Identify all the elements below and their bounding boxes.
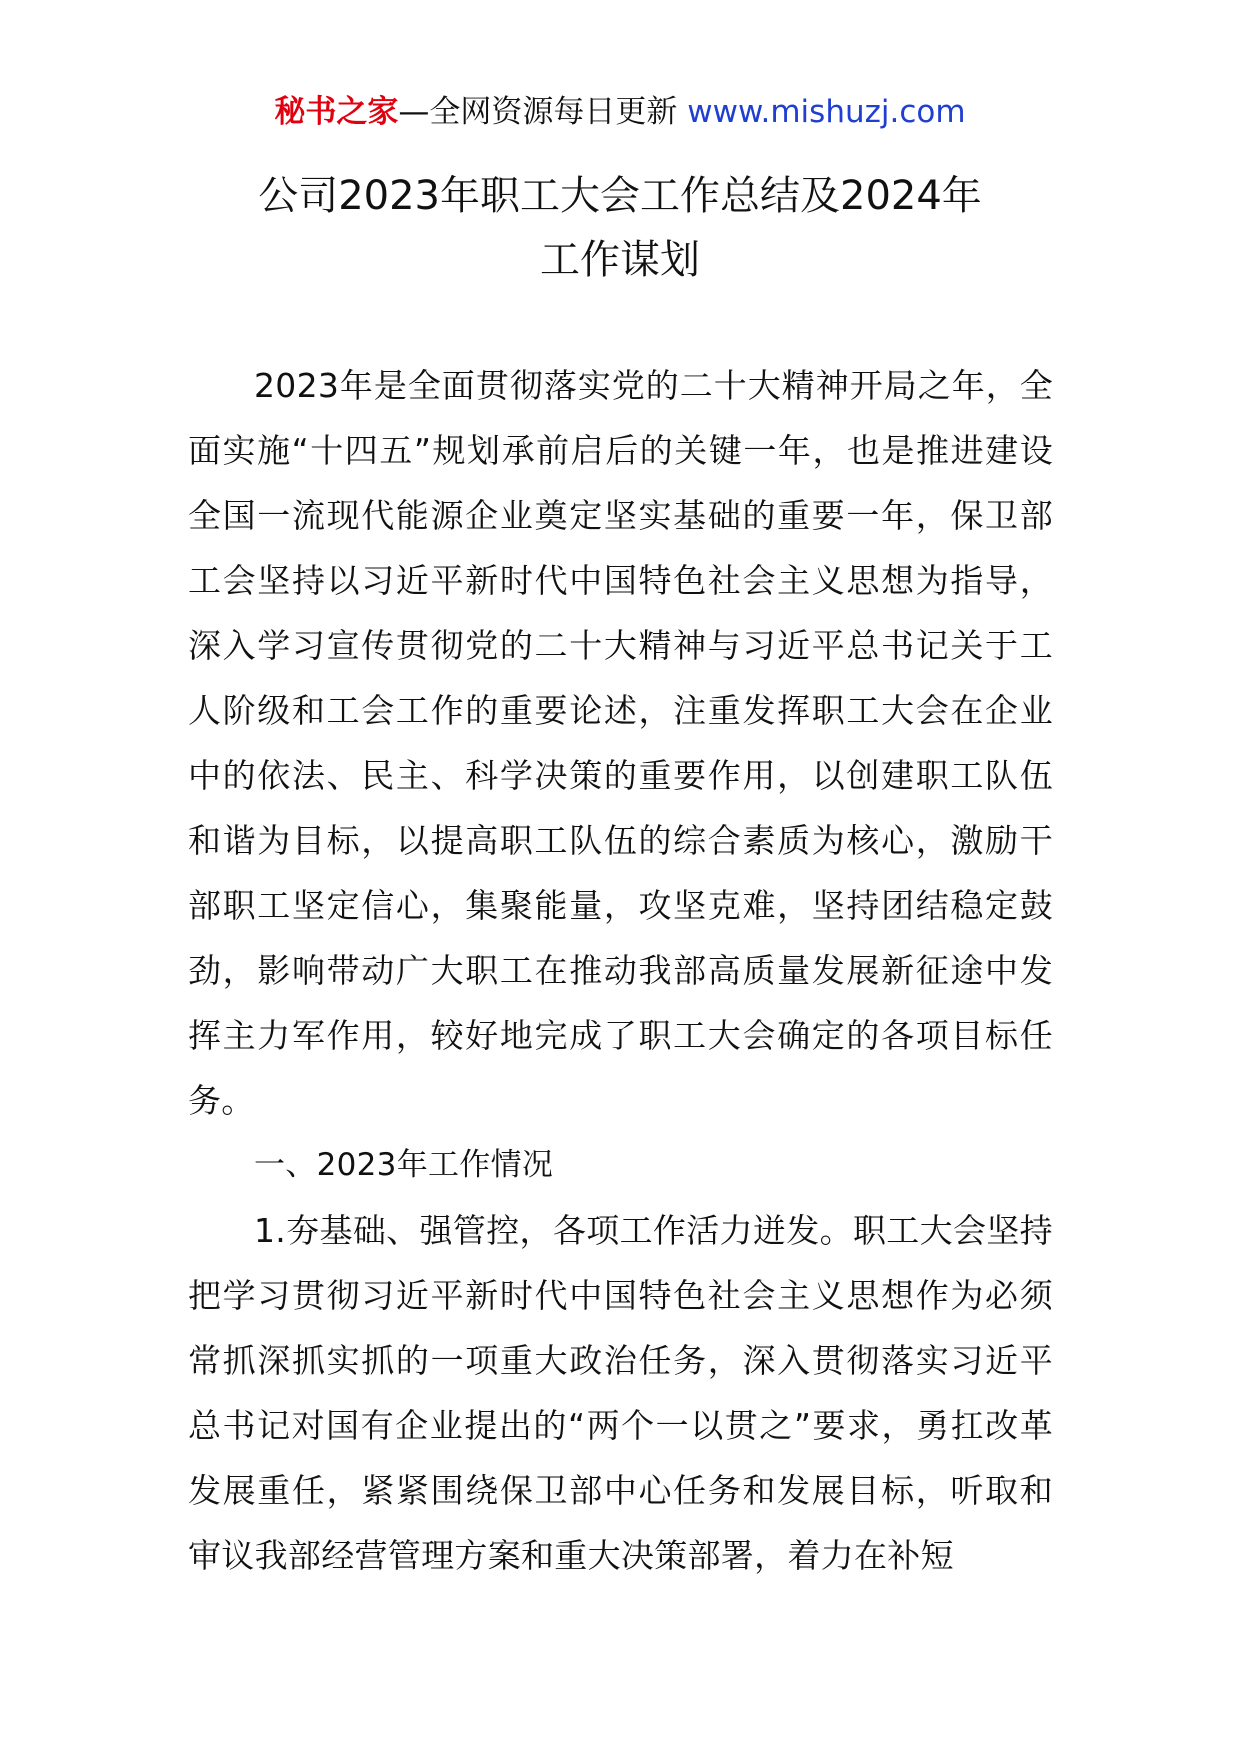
banner-url-link[interactable]: www.mishuzj.com	[687, 94, 966, 130]
intro-paragraph: 2023年是全面贯彻落实党的二十大精神开局之年，全面实施“十四五”规划承前启后的关键一年，也是推进建设全国一流现代能源企业奠定坚实基础的重要一年，保卫部工会坚持以习近平新时代中国特色社会主义思想为指导，深入学习宣传贯彻党的二十大精神与习近平总书记关于工人阶级和工会工作的重要论述，注重发挥职工大会在企业中的依法、民主、科学决策的重要作用，以创建职工队伍和谐为目标，以提高职工队伍的综合素质为核心，激励干部职工坚定信心，集聚能量，攻坚克难，坚持团结稳定鼓劲，影响带动广大职工在推动我部高质量发展新征途中发挥主力军作用，较好地完成了职工大会确定的各项目标任务。	[188, 366, 1053, 1120]
banner-tagline: —全网资源每日更新	[398, 94, 678, 130]
section-paragraph: 1.夯基础、强管控，各项工作活力迸发。职工大会坚持把学习贯彻习近平新时代中国特色社会主义思想作为必须常抓深抓实抓的一项重大政治任务，深入贯彻落实习近平总书记对国有企业提出的“两个一以贯之”要求，勇扛改革发展重任，紧紧围绕保卫部中心任务和发展目标，听取和审议我部经营管理方案和重大决策部署，着力在补短	[188, 1211, 1053, 1575]
title-line-2: 工作谋划	[540, 237, 700, 283]
title-line-1: 公司2023年职工大会工作总结及2024年	[258, 173, 982, 219]
banner-brand: 秘书之家	[274, 94, 399, 130]
site-banner	[0, 92, 1240, 132]
document-body	[188, 353, 1053, 1588]
document-title	[0, 164, 1240, 292]
section-heading: 一、2023年工作情况	[254, 1147, 554, 1183]
